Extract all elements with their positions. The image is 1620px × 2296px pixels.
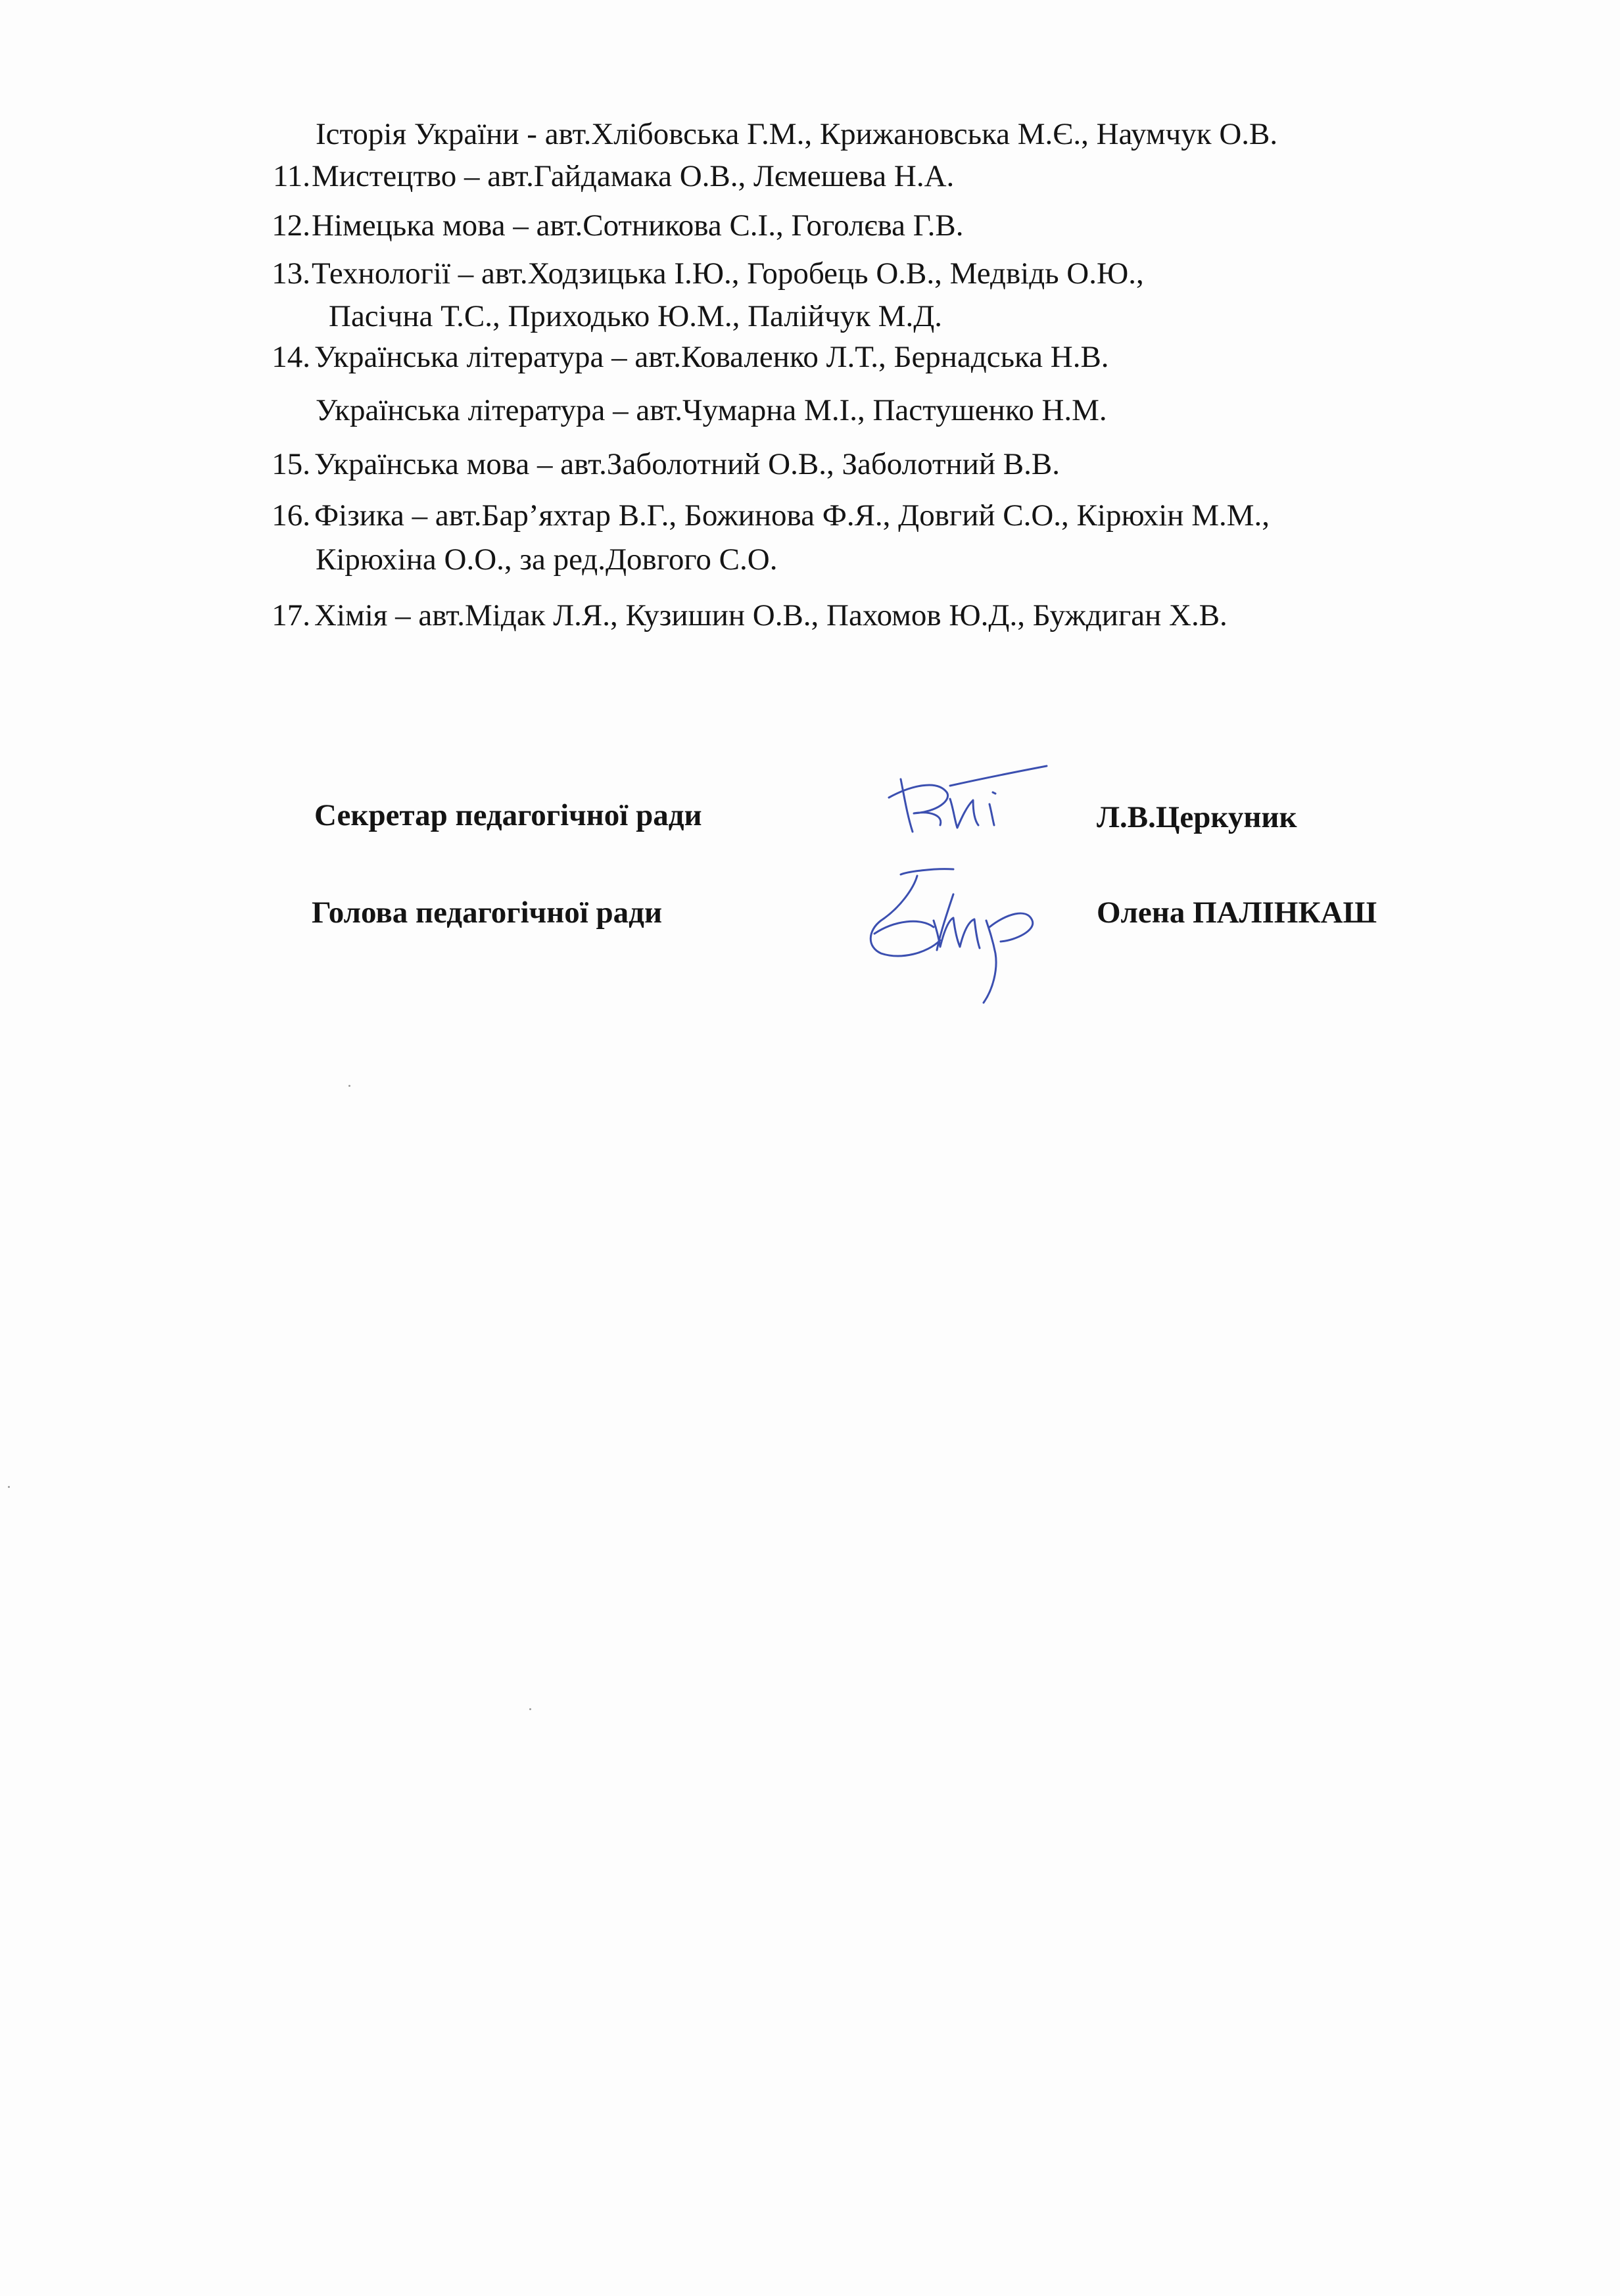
list-item-number: 13. <box>272 256 310 291</box>
scan-speck <box>529 1708 531 1710</box>
scan-speck <box>348 1085 350 1087</box>
list-continuation-line: Історія України - авт.Хлібовська Г.М., Крижановська М.Є., Наумчук О.В. <box>316 117 1278 151</box>
list-item-text: Українська мова – авт.Заболотний О.В., Заболотний В.В. <box>314 447 1060 481</box>
scan-speck <box>8 1486 10 1488</box>
handwritten-signature-secretary-icon <box>874 759 1059 851</box>
list-item-number: 17. <box>272 598 310 633</box>
list-item-text-continued: Пасічна Т.С., Приходько Ю.М., Палійчук М.Д. <box>329 299 943 333</box>
list-item-text: Хімія – авт.Мідак Л.Я., Кузишин О.В., Пахомов Ю.Д., Буждиган Х.В. <box>314 598 1227 633</box>
list-item-text: Українська література – авт.Коваленко Л.Т., Бернадська Н.В. <box>314 340 1109 374</box>
list-item-text: Німецька мова – авт.Сотникова С.І., Гоголєва Г.В. <box>312 208 964 243</box>
chair-role: Голова педагогічної ради <box>312 896 663 930</box>
list-item-text: Технології – авт.Ходзицька І.Ю., Горобець О.В., Медвідь О.Ю., <box>312 256 1144 291</box>
secretary-role: Секретар педагогічної ради <box>314 798 702 832</box>
list-item-text-continued: Українська література – авт.Чумарна М.І., Пастушенко Н.М. <box>316 393 1107 427</box>
list-item-text-continued: Кірюхіна О.О., за ред.Довгого С.О. <box>316 542 778 577</box>
list-item-number: 11. <box>272 159 310 193</box>
list-item-number: 16. <box>272 498 310 533</box>
list-item-number: 12. <box>272 208 310 243</box>
list-item-number: 15. <box>272 447 310 481</box>
list-item-number: 14. <box>272 340 310 374</box>
chair-name: Олена ПАЛІНКАШ <box>1097 896 1377 930</box>
list-item-text: Фізика – авт.Бар’яхтар В.Г., Божинова Ф.Я., Довгий С.О., Кірюхін М.М., <box>314 498 1270 533</box>
list-item-text: Мистецтво – авт.Гайдамака О.В., Лємешева Н.А. <box>312 159 955 193</box>
handwritten-signature-chair-icon <box>855 855 1052 1013</box>
secretary-name: Л.В.Церкуник <box>1097 800 1297 834</box>
